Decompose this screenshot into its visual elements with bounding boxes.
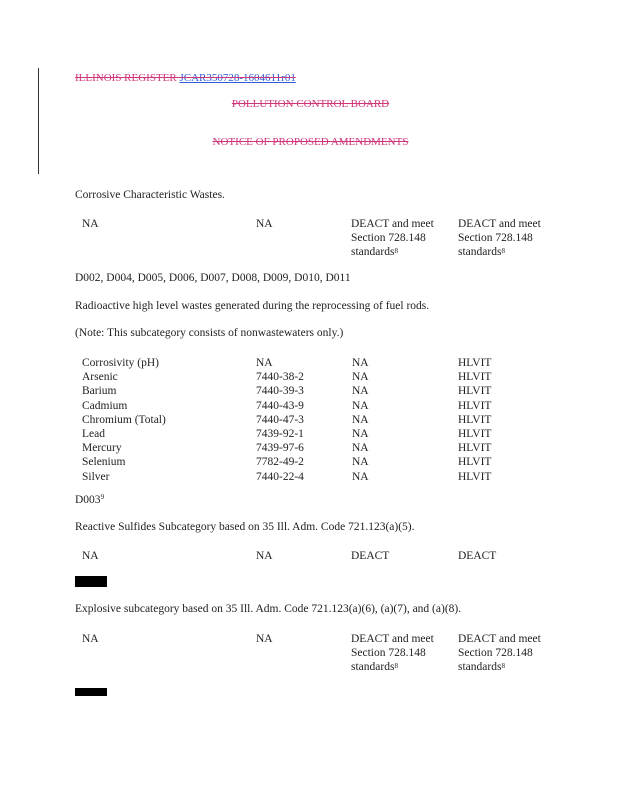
explosive-col4-line2: Section 728.148 [458,647,533,659]
corrosive-col4 [458,217,541,259]
d002-codes: D002, D004, D005, D006, D007, D008, D009, D010, D011 [75,272,351,284]
explosive-col3-line1: DEACT and meet [351,633,434,645]
d002-table-body [82,356,491,484]
nonwastewater-standard: HLVIT [458,413,492,426]
wastewater-standard: NA [352,470,369,483]
constituent-name: Lead [82,428,105,441]
explosive-col4-line3: standards [458,661,502,673]
d002-constituent-table [82,356,491,484]
board-title: POLLUTION CONTROL BOARD [231,98,390,110]
explosive-col2: NA [256,633,273,645]
wastewater-standard: NA [352,428,369,441]
change-bar [38,68,39,174]
cas-number: 7782-49-2 [256,456,304,469]
wastewater-standard: NA [352,399,369,412]
table-row [82,441,491,455]
cas-number: 7440-43-9 [256,399,304,412]
nonwastewater-standard: HLVIT [458,399,492,412]
cas-number: 7440-39-3 [256,385,304,398]
table-row [82,356,491,370]
constituent-name: Cadmium [82,399,128,412]
corrosive-col3-line2: Section 728.148 [351,232,426,244]
table-row [82,399,491,413]
redaction-block [75,576,107,587]
nonwastewater-standard: HLVIT [458,385,492,398]
table-row [82,370,491,384]
constituent-name: Selenium [82,456,126,469]
corrosive-col2: NA [256,218,273,230]
nonwastewater-standard: HLVIT [458,357,492,369]
register-header [75,72,296,84]
corrosive-col3-line1: DEACT and meet [351,218,434,230]
corrosive-col3 [351,217,434,259]
reactive-sulfides-heading: Reactive Sulfides Subcategory based on 35 Ill. Adm. Code 721.123(a)(5). [75,521,415,533]
register-deleted-text: ILLINOIS REGISTER [75,72,177,84]
d002-description: Radioactive high level wastes generated during the reprocessing of fuel rods. [75,300,430,312]
explosive-col3-line2: Section 728.148 [351,647,426,659]
wastewater-standard: NA [352,371,369,384]
table-row [82,455,491,469]
wastewater-standard: NA [352,385,369,398]
table-row [82,470,491,484]
table-row [82,427,491,441]
reactive-col3: DEACT [351,550,390,562]
wastewater-standard: NA [352,442,369,455]
explosive-col4 [458,632,541,674]
explosive-heading: Explosive subcategory based on 35 Ill. Adm. Code 721.123(a)(6), (a)(7), and (a)(8). [75,603,462,615]
explosive-col1: NA [82,633,99,645]
footnote-marker: 8 [501,662,505,670]
wastewater-standard: NA [352,357,369,369]
constituent-name: Corrosivity (pH) [82,357,159,369]
nonwastewater-standard: HLVIT [458,470,492,483]
wastewater-standard: NA [352,456,369,469]
reactive-col2: NA [256,550,273,562]
corrosive-col3-line3: standards [351,246,395,258]
footnote-marker: 8 [394,247,398,255]
constituent-name: Barium [82,385,117,398]
reactive-col4: DEACT [458,550,497,562]
explosive-col3 [351,632,434,674]
wastewater-standard: NA [352,413,369,426]
constituent-name: Silver [82,470,110,483]
register-inserted-text: JCAR350728-1604611r01 [179,72,296,84]
explosive-col4-line1: DEACT and meet [458,633,541,645]
corrosive-col4-line2: Section 728.148 [458,232,533,244]
cas-number: 7439-92-1 [256,428,304,441]
cas-number: 7440-22-4 [256,470,304,483]
constituent-name: Chromium (Total) [82,413,166,426]
constituent-name: Arsenic [82,371,118,384]
footnote-marker: 8 [394,662,398,670]
corrosive-col1: NA [82,218,99,230]
corrosive-heading: Corrosive Characteristic Wastes. [75,189,225,201]
cas-number: 7439-97-6 [256,442,304,455]
footnote-marker: 8 [501,247,505,255]
corrosive-col4-line1: DEACT and meet [458,218,541,230]
d002-note: (Note: This subcategory consists of nonwastewaters only.) [75,327,344,339]
nonwastewater-standard: HLVIT [458,442,492,455]
d003-code [75,494,104,506]
reactive-col1: NA [82,550,99,562]
cas-number: 7440-47-3 [256,413,304,426]
table-row [82,384,491,398]
cas-number: NA [256,357,273,369]
cas-number: 7440-38-2 [256,371,304,384]
explosive-col3-line3: standards [351,661,395,673]
nonwastewater-standard: HLVIT [458,371,492,384]
nonwastewater-standard: HLVIT [458,456,492,469]
notice-title: NOTICE OF PROPOSED AMENDMENTS [212,136,409,148]
footnote-marker: 9 [100,493,105,501]
redaction-block [75,688,107,696]
corrosive-col4-line3: standards [458,246,502,258]
constituent-name: Mercury [82,442,122,455]
table-row [82,413,491,427]
nonwastewater-standard: HLVIT [458,428,492,441]
d003-code-text: D003 [75,494,101,506]
